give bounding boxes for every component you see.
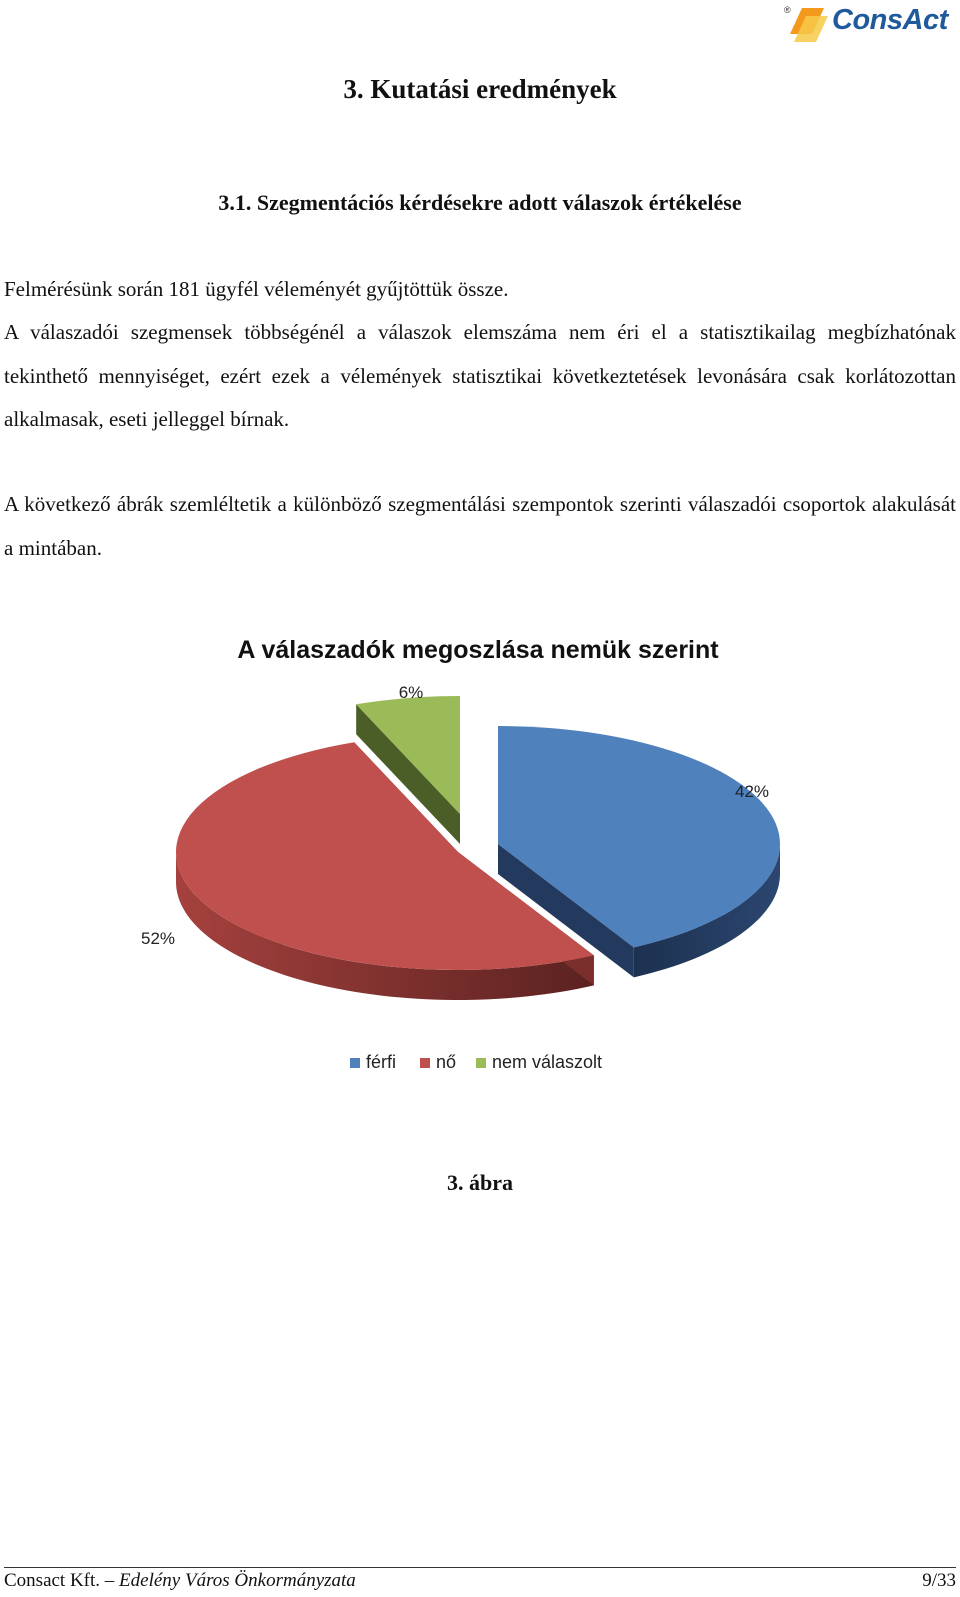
footer-company: Consact Kft.: [4, 1570, 101, 1591]
footer-divider: [4, 1567, 956, 1568]
paragraph-3: A következő ábrák szemléltetik a különböző szegmentálási szempontok szerinti válaszadói csoportok alakulását a mintában.: [4, 492, 956, 560]
logo-mark-icon: [784, 4, 830, 46]
data-label-ferfi: 42%: [734, 782, 770, 801]
pie-chart: [0, 620, 960, 1100]
paragraph-1: Felmérésünk során 181 ügyfél véleményét gyűjtöttük össze.: [4, 277, 509, 301]
legend-swatch-0: [350, 1058, 360, 1068]
chart-legend: [350, 1052, 602, 1072]
chart-title: A válaszadók megoszlása nemük szerint: [237, 636, 719, 664]
legend-label-2: nem válaszolt: [492, 1052, 603, 1072]
paragraph-2: A válaszadói szegmensek többségénél a válaszok elemszáma nem éri el a statisztikailag megbízhatónak tekinthető mennyiséget, ezért ezek a vélemények statisztikai következtetések levonására csak korlátozottan alkalmasak, eseti jelleggel bírnak.: [4, 320, 956, 431]
data-label-nem-valaszolt: 6%: [398, 683, 424, 702]
svg-text:®: ®: [784, 5, 791, 15]
legend-swatch-2: [476, 1058, 486, 1068]
footer-separator: –: [100, 1570, 120, 1591]
figure-caption: 3. ábra: [447, 1170, 513, 1195]
logo-text: ConsAct: [832, 4, 948, 36]
legend-label-1: nő: [436, 1052, 457, 1072]
consact-logo: [784, 2, 954, 48]
page-number: 9/33: [922, 1570, 956, 1591]
legend-swatch-1: [420, 1058, 430, 1068]
data-label-no: 52%: [140, 929, 176, 948]
footer-left: [4, 1570, 356, 1592]
section-title: 3. Kutatási eredmények: [343, 74, 617, 104]
legend-label-0: férfi: [366, 1052, 397, 1072]
subsection-title: 3.1. Szegmentációs kérdésekre adott válaszok értékelése: [218, 190, 742, 215]
footer-document: Edelény Város Önkormányzata: [119, 1570, 356, 1591]
